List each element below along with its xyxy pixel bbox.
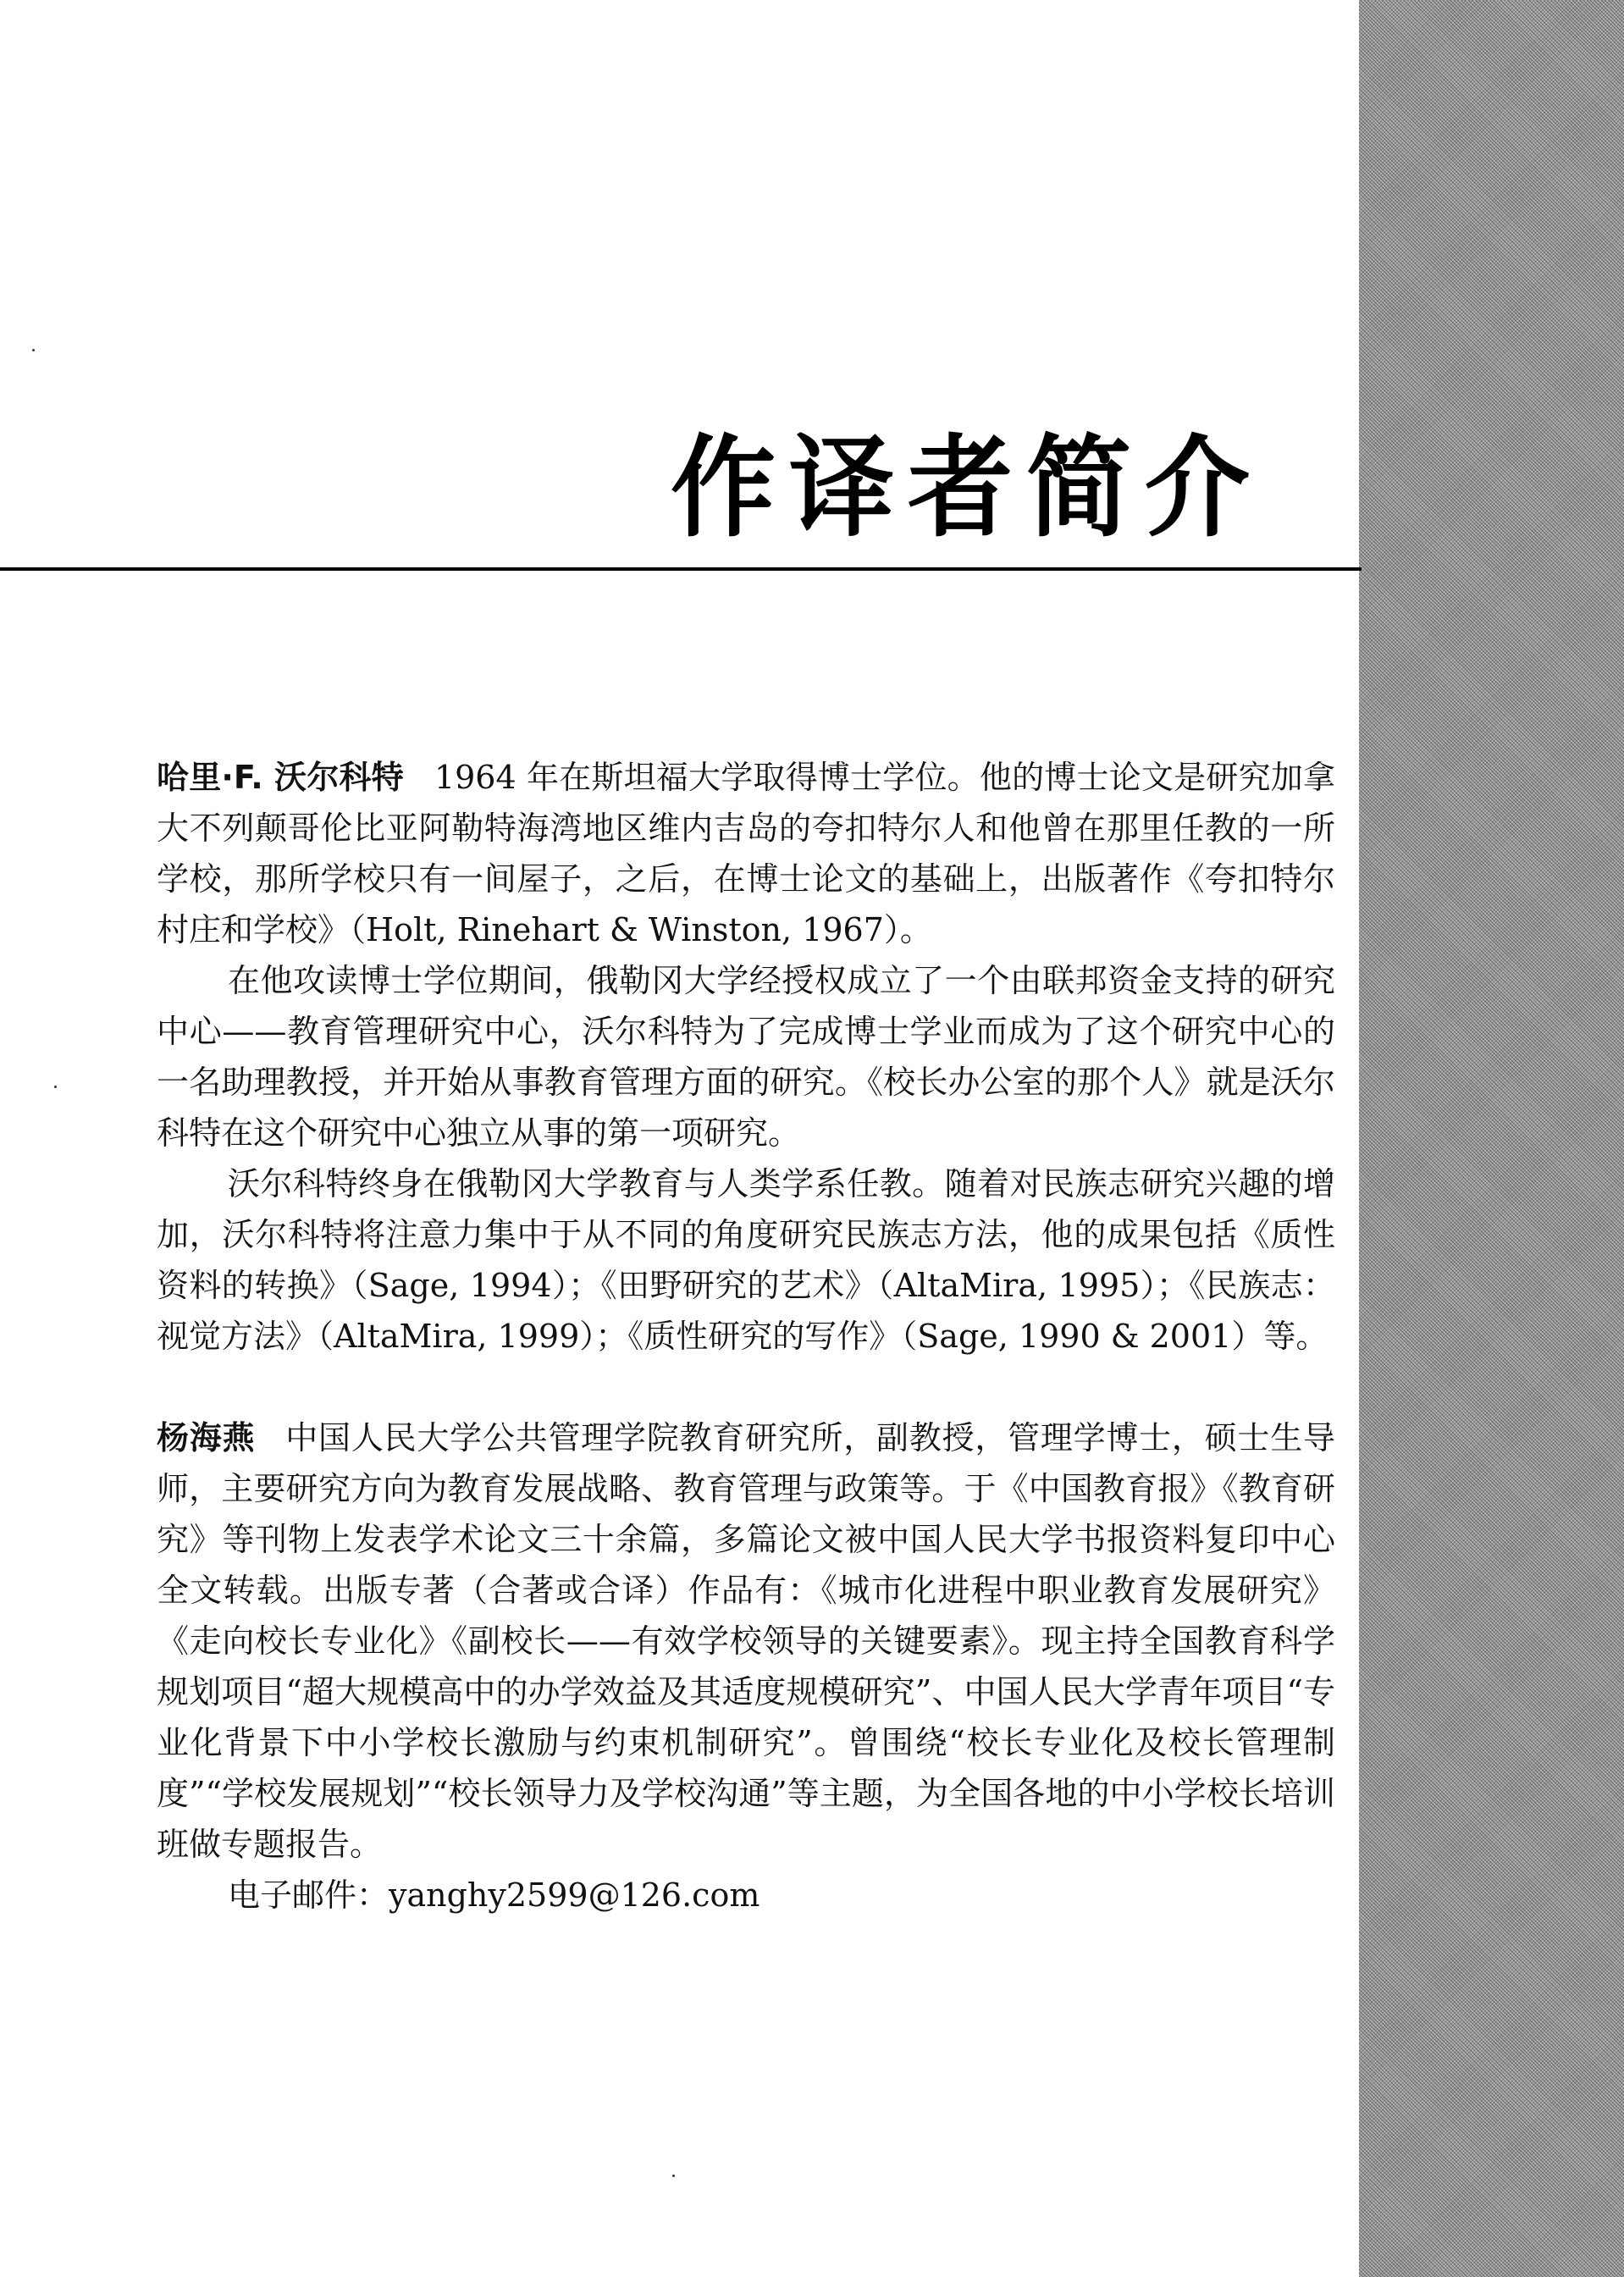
page-edge-gray-band — [1359, 0, 1624, 2277]
page-title: 作译者简介 — [671, 424, 1264, 553]
author-bio-paragraph-2: 在他攻读博士学位期间，俄勒冈大学经授权成立了一个由联邦资金支持的研究中心——教育管理研究中心，沃尔科特为了完成博士学业而成为了这个研究中心的一名助理教授，并开始从事教育管理方面的研究。《校长办公室的那个人》就是沃尔科特在这个研究中心独立从事的第一项研究。 — [157, 962, 1335, 1152]
document-body — [157, 752, 1335, 1921]
scan-speck — [54, 1086, 57, 1088]
bio-text: 1964 年在斯坦福大学取得博士学位。他的博士论文是研究加拿大不列颠哥伦比亚阿勒特海湾地区维内吉岛的夸扣特尔人和他曾在那里任教的一所学校，那所学校只有一间屋子，之后，在博士论文的基础上，出版著作《夸扣特尔村庄和学校》（Holt, Rinehart & Winston, 1967）。 — [157, 759, 1335, 948]
translator-name: 杨海燕 — [157, 1419, 256, 1456]
author-bio-paragraph-1 — [157, 752, 1335, 955]
scan-speck — [672, 2175, 675, 2177]
author-name: 哈里·F. 沃尔科特 — [157, 759, 404, 796]
bio-text: 中国人民大学公共管理学院教育研究所，副教授，管理学博士，硕士生导师，主要研究方向为教育发展战略、教育管理与政策等。于《中国教育报》《教育研究》等刊物上发表学术论文三十余篇，多篇论文被中国人民大学书报资料复印中心全文转载。出版专著（合著或合译）作品有：《城市化进程中职业教育发展研究》《走向校长专业化》《副校长——有效学校领导的关键要素》。现主持全国教育科学规划项目“超大规模高中的办学效益及其适度规模研究”、中国人民大学青年项目“专业化背景下中小学校长激励与约束机制研究”。曾围绕“校长专业化及校长管理制度”“学校发展规划”“校长领导力及学校沟通”等主题，为全国各地的中小学校长培训班做专题报告。 — [157, 1419, 1335, 1863]
translator-email: 电子邮件：yanghy2599@126.com — [228, 1876, 760, 1914]
translator-bio-paragraph — [157, 1412, 1335, 1870]
title-divider — [0, 567, 1362, 571]
scan-speck — [32, 349, 35, 351]
author-bio-paragraph-3: 沃尔科特终身在俄勒冈大学教育与人类学系任教。随着对民族志研究兴趣的增加，沃尔科特将注意力集中于从不同的角度研究民族志方法，他的成果包括《质性资料的转换》（Sage, 1994）；《田野研究的艺术》（AltaMira, 1995）；《民族志：视觉方法》（AltaMira, 1999）；《质性研究的写作》（Sage, 1990 & 2001）等。 — [157, 1165, 1335, 1355]
